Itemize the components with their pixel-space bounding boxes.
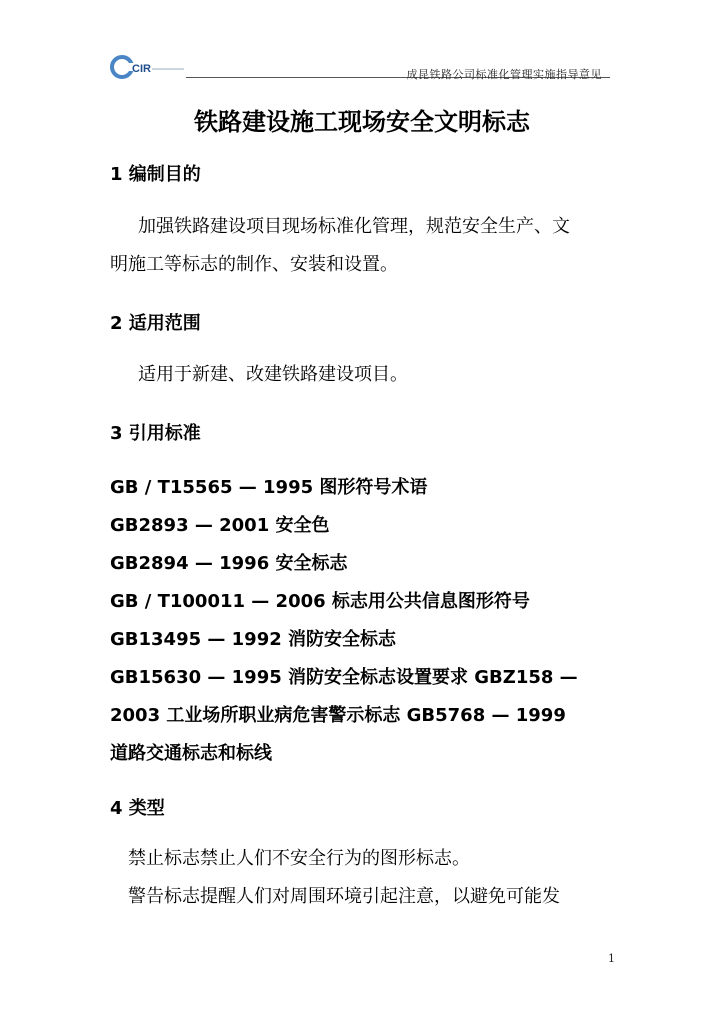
standard-line: 道路交通标志和标线 — [110, 743, 272, 764]
standard-line: GB13495 — 1992 消防安全标志 — [110, 629, 397, 650]
paragraph-line: 加强铁路建设项目现场标准化管理，规范安全生产、文 — [138, 216, 570, 237]
standard-line: GB15630 — 1995 消防安全标志设置要求 GBZ158 — — [110, 667, 578, 688]
page-number: 1 — [608, 952, 615, 965]
logo-text: CIR — [132, 63, 151, 75]
paragraph-line: 禁止标志禁止人们不安全行为的图形标志。 — [128, 848, 470, 869]
standard-line: GB / T15565 — 1995 图形符号术语 — [110, 477, 428, 498]
section-heading-4: 4 类型 — [110, 798, 165, 819]
paragraph-line: 适用于新建、改建铁路建设项目。 — [138, 364, 408, 385]
section-heading-2: 2 适用范围 — [110, 313, 201, 334]
company-logo-icon — [110, 54, 186, 80]
page-title: 铁路建设施工现场安全文明标志 — [194, 108, 530, 136]
header-text: 成昆铁路公司标准化管理实施指导意见 — [406, 68, 602, 81]
standard-line: 2003 工业场所职业病危害警示标志 GB5768 — 1999 — [110, 705, 566, 726]
section-heading-3: 3 引用标准 — [110, 423, 201, 444]
paragraph-line: 明施工等标志的制作、安装和设置。 — [110, 254, 398, 275]
standard-line: GB2894 — 1996 安全标志 — [110, 553, 348, 574]
standard-line: GB2893 — 2001 安全色 — [110, 515, 330, 536]
section-heading-1: 1 编制目的 — [110, 164, 201, 185]
standard-line: GB / T100011 — 2006 标志用公共信息图形符号 — [110, 591, 530, 612]
paragraph-line: 警告标志提醒人们对周围环境引起注意，以避免可能发 — [128, 886, 560, 907]
